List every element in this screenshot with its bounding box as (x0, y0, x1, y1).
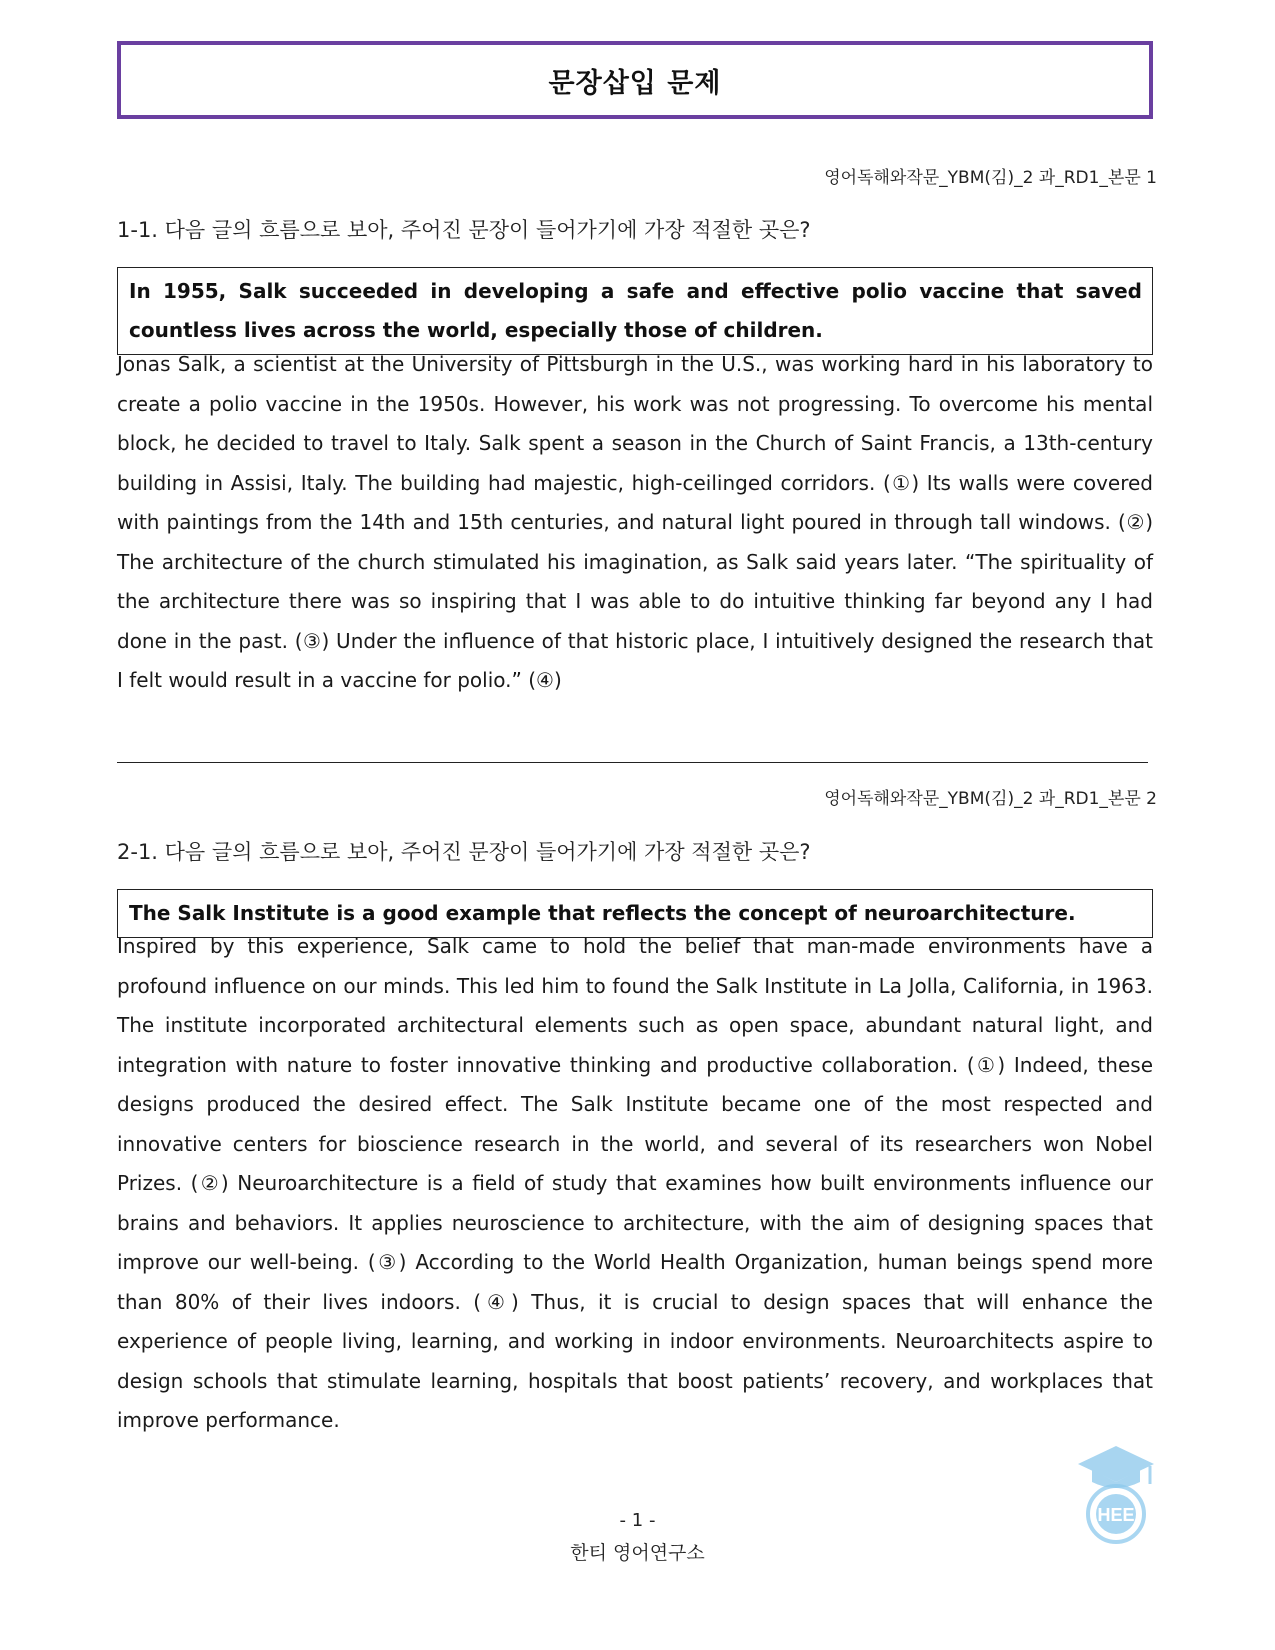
section-divider (117, 762, 1148, 763)
question-prompt-2: 2-1. 다음 글의 흐름으로 보아, 주어진 문장이 들어가기에 가장 적절한 곳은? (117, 840, 811, 864)
passage-2: Inspired by this experience, Salk came to hold the belief that man-made environments have a profound influence on our minds. This led him to found the Salk Institute in La Jolla, California, in 1963. The institute incorporated architectural elements such as open space, abundant natural light, and integration with nature to foster innovative thinking and productive collaboration. (①) Indeed, these designs produced the desired effect. The Salk Institute became one of the most respected and innovative centers for bioscience research in the world, and several of its researchers won Nobel Prizes. (②) Neuroarchitecture is a field of study that examines how built environments influence our brains and behaviors. It applies neuroscience to architecture, with the aim of designing spaces that improve our well-being. (③) According to the World Health Organization, human beings spend more than 80% of their lives indoors. (④) Thus, it is crucial to design spaces that will enhance the experience of people living, learning, and working in indoor environments. Neuroarchitects aspire to design schools that stimulate learning, hospitals that boost patients’ recovery, and workplaces that improve performance. (117, 934, 1153, 1432)
given-sentence-box-2: The Salk Institute is a good example that reflects the concept of neuroarchitecture. (117, 889, 1153, 938)
page-title-box (117, 41, 1153, 119)
source-label-1: 영어독해와작문_YBM(김)_2 과_RD1_본문 1 (824, 168, 1157, 188)
given-sentence-box-1: In 1955, Salk succeeded in developing a safe and effective polio vaccine that saved countless lives across the world, especially those of children. (117, 267, 1153, 355)
footer-organization: 한티 영어연구소 (570, 1542, 705, 1564)
logo-text: HEE (1097, 1505, 1135, 1525)
source-label-2: 영어독해와작문_YBM(김)_2 과_RD1_본문 2 (824, 789, 1157, 809)
page-title: 문장삽입 문제 (548, 67, 722, 99)
question-prompt-1: 1-1. 다음 글의 흐름으로 보아, 주어진 문장이 들어가기에 가장 적절한 곳은? (117, 218, 811, 242)
graduation-cap-icon (1078, 1446, 1154, 1488)
page-number: - 1 - (619, 1510, 656, 1531)
passage-1: Jonas Salk, a scientist at the University of Pittsburgh in the U.S., was working hard in his laboratory to create a polio vaccine in the 1950s. However, his work was not progressing. To overcome his mental block, he decided to travel to Italy. Salk spent a season in the Church of Saint Francis, a 13th-century building in Assisi, Italy. The building had majestic, high-ceilinged corridors. (①) Its walls were covered with paintings from the 14th and 15th centuries, and natural light poured in through tall windows. (②) The architecture of the church stimulated his imagination, as Salk said years later. “The spirituality of the architecture there was so inspiring that I was able to do intuitive thinking far beyond any I had done in the past. (③) Under the influence of that historic place, I intuitively designed the research that I felt would result in a vaccine for polio.” (④) (117, 352, 1153, 692)
